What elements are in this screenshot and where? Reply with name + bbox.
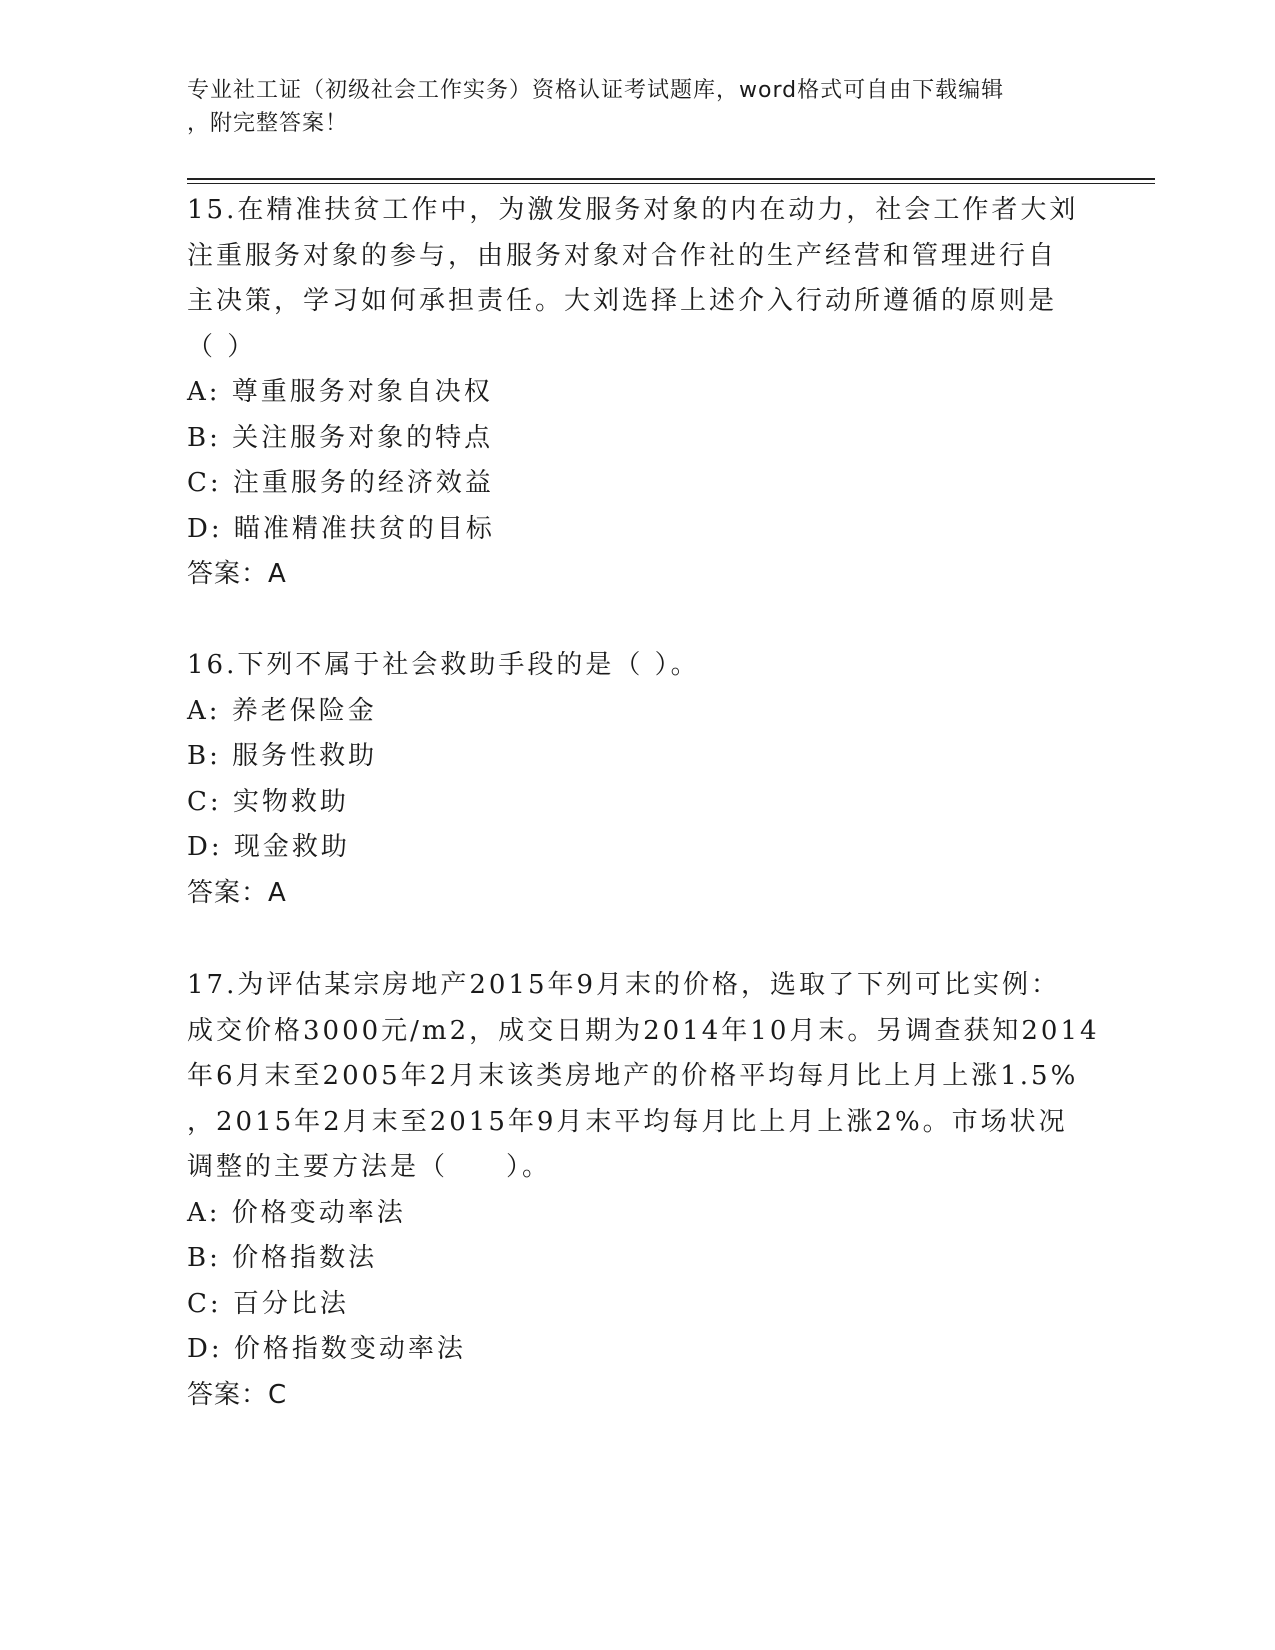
question-stem-line: 调整的主要方法是（ ）。 (187, 1152, 552, 1182)
question-16 (187, 643, 1087, 916)
answer-line: 答案：A (187, 559, 287, 589)
header-title-line-2: ，附完整答案！ (187, 111, 349, 136)
question-stem-line: 16.下列不属于社会救助手段的是（ ）。 (187, 650, 700, 680)
question-stem-line: 主决策，学习如何承担责任。大刘选择上述介入行动所遵循的原则是 (187, 286, 1058, 316)
document-header (187, 74, 1067, 140)
question-stem-line: ，2015年2月末至2015年9月末平均每月比上月上涨2%。市场状况 (187, 1106, 1068, 1137)
option-c: C: 实物救助 (187, 786, 349, 817)
question-stem-line: 17.为评估某宗房地产2015年9月末的价格，选取了下列可比实例： (187, 970, 1061, 1000)
question-15 (187, 188, 1087, 598)
option-d: D: 现金救助 (187, 832, 350, 862)
option-c: C: 百分比法 (187, 1288, 349, 1319)
option-a: A: 养老保险金 (187, 695, 377, 726)
answer-line: 答案：C (187, 1379, 288, 1410)
option-d: D: 瞄准精准扶贫的目标 (187, 513, 495, 544)
option-b: B: 服务性救助 (187, 741, 378, 771)
option-d: D: 价格指数变动率法 (187, 1334, 466, 1364)
header-title-line-1: 专业社工证（初级社会工作实务）资格认证考试题库，word格式可自由下载编辑 (187, 78, 1005, 103)
option-b: B: 关注服务对象的特点 (187, 422, 494, 453)
option-b: B: 价格指数法 (187, 1243, 378, 1273)
question-stem-line: 成交价格3000元/m2，成交日期为2014年10月末。另调查获知2014 (187, 1015, 1100, 1046)
question-stem-line: 15.在精准扶贫工作中，为激发服务对象的内在动力，社会工作者大刘 (187, 195, 1079, 225)
option-c: C: 注重服务的经济效益 (187, 468, 494, 498)
header-divider-thin (187, 183, 1155, 184)
question-stem-line: 年6月末至2005年2月末该类房地产的价格平均每月比上月上涨1.5% (187, 1061, 1079, 1091)
question-stem-line: 注重服务对象的参与，由服务对象对合作社的生产经营和管理进行自 (187, 240, 1058, 271)
question-17 (187, 963, 1100, 1418)
option-a: A: 价格变动率法 (187, 1197, 406, 1228)
question-stem-line: （ ） (187, 331, 257, 362)
option-a: A: 尊重服务对象自决权 (187, 377, 493, 407)
header-divider-thick (187, 178, 1155, 180)
answer-line: 答案：A (187, 877, 287, 908)
